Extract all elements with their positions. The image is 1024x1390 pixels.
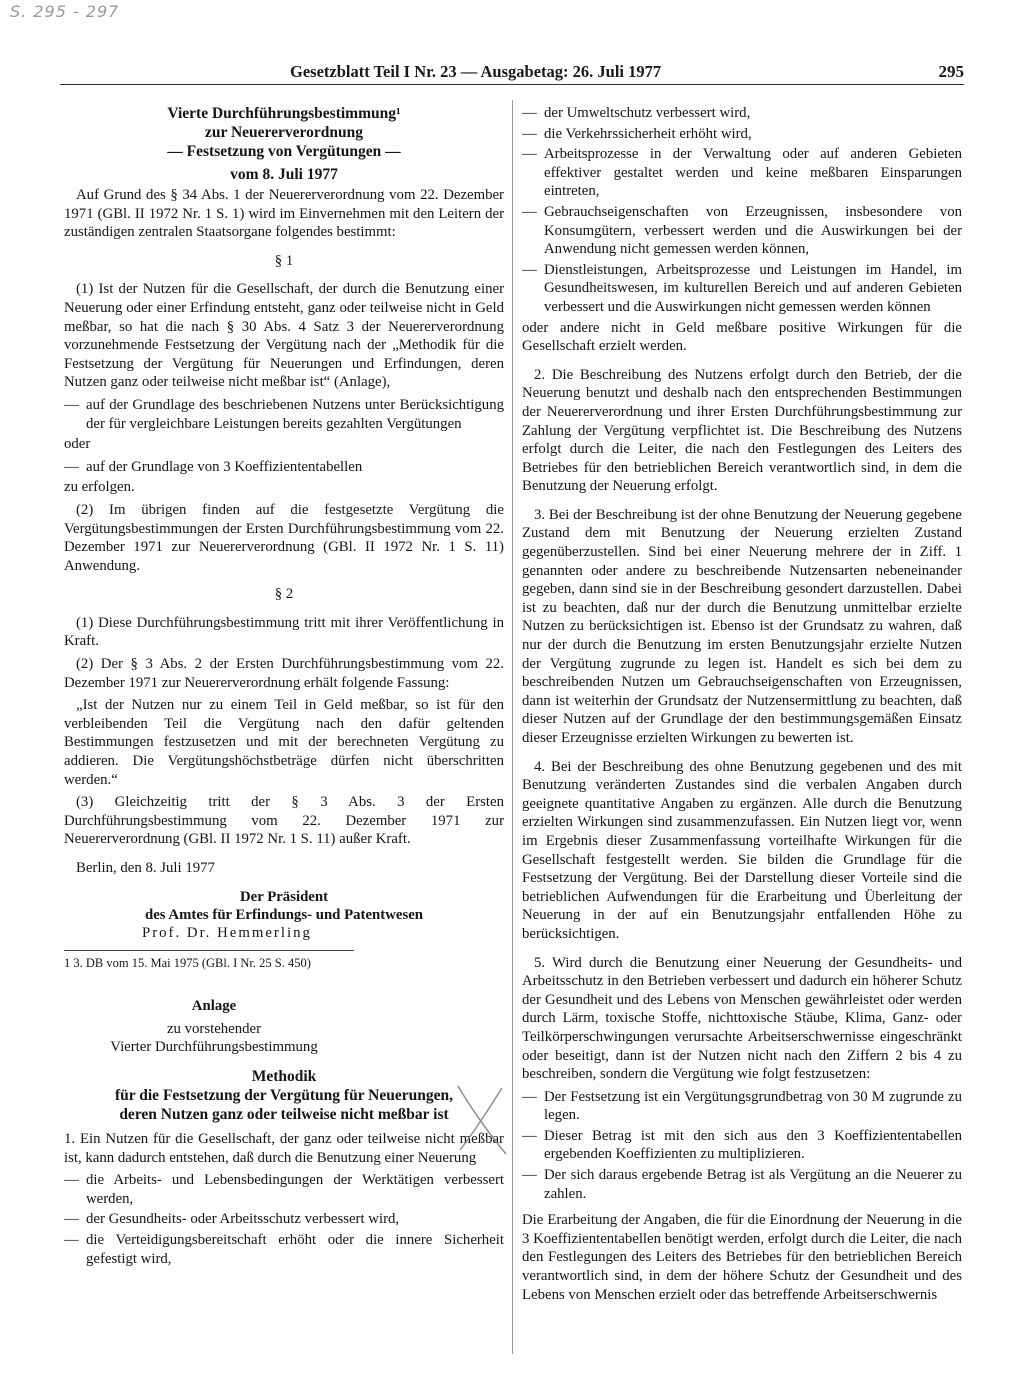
dash-item (522, 145, 962, 201)
section-1-para-2: (2) Im übrigen finden auf die festgesetzte Vergütung die Vergütungsbestimmungen der Ersten Durchführungsbestimmung vom 22. Dezember 1971 zur Neuererverordnung (GBl. II 1972 Nr. 1 S. 11) Anwendung. (64, 501, 504, 574)
footnote-rule (64, 950, 354, 951)
dash-text: die Verkehrssicherheit erhöht wird, (544, 125, 752, 142)
dash-text: der Umweltschutz verbessert wird, (544, 105, 751, 121)
anlage-heading: Anlage (191, 998, 237, 1015)
section-2-quote: „Ist der Nutzen nur zu einem Teil in Geld meßbar, so ist für den verbleibenden Teil die Vergütung nach den dafür geltenden Bestimmungen festzusetzen und mit der berechneten Vergütung zu addieren. Die Vergütungshöchstbeträge dürfen nicht überschritten werden.“ (64, 697, 504, 788)
dash-item (522, 261, 962, 317)
header-title: Gesetzblatt Teil I Nr. 23 — Ausgabetag: 26. Juli 1977 (290, 62, 662, 81)
dash-item (522, 1166, 962, 1203)
dash-text: der Gesundheits- oder Arbeitsschutz verbessert wird, (86, 1211, 400, 1228)
signer-name: Prof. Dr. Hemmerling (142, 924, 312, 941)
dash-marker: — (522, 146, 537, 163)
dash-marker: — (64, 1231, 79, 1248)
column-divider (512, 100, 513, 1354)
right-column (522, 104, 962, 1308)
dash-text: auf der Grundlage des beschriebenen Nutzens unter Berücksichtigung der für vergleichbare Leistungen bereits gezahlten Vergütungen (86, 396, 504, 432)
item-2: 2. Die Beschreibung des Nutzens erfolgt durch den Betrieb, der die Neuerung benutzt und deshalb nach den entsprechenden Bestimmungen der Neuererverordnung und ihrer Ersten Durchführungsbestimmung zur Zahlung der Vergütung verpflichtet ist. Die Beschreibung des Nutzens erfolgt durch die Leiter, die nach den Festlegungen des Leiters des Betriebes für den betrieblichen Bereich verantwortlich sind, in dem die Benutzung der Neuerung erfolgt. (522, 366, 962, 495)
dash-item (64, 458, 504, 477)
dash-marker: — (522, 203, 537, 220)
pencil-annotation: S. 295 - 297 (10, 2, 120, 21)
dash-item (522, 125, 962, 144)
dash-marker: — (522, 125, 537, 142)
dash-marker: — (522, 1167, 537, 1184)
dash-item (522, 1127, 962, 1164)
item-5: 5. Wird durch die Benutzung einer Neuerung der Gesundheits- und Arbeitsschutz in den Betrieben verbessert und dadurch ein höherer Schutz der Gesundheit und des Lebens von Menschen gewährleistet oder werden durch Lärm, toxische Stoffe, nichttoxische Stäube, Klima, Ganz- oder Teilkörperschwingungen verursachte Arbeitserschwernisse eingeschränkt oder beseitigt, dann ist der Nutzen nicht nach den Ziffern 2 bis 4 zu beschreiben, sondern die Vergütung wie folgt festzusetzen: (522, 954, 962, 1083)
doc-title-line-2: zur Neuererverordnung (205, 124, 363, 141)
methodik-title-1: Methodik (251, 1067, 317, 1085)
section-1-heading: § 1 (274, 252, 294, 269)
section-1-closing: zu erfolgen. (64, 479, 135, 496)
after-dashes: oder andere nicht in Geld meßbare positive Wirkungen für die Gesellschaft erzielt werden. (522, 319, 962, 355)
methodik-title-2: für die Festsetzung der Vergütung für Neuerungen, (115, 1086, 453, 1104)
dash-item (64, 1171, 504, 1208)
item-4: 4. Bei der Beschreibung des ohne Benutzung gegebenen und des mit Benutzung veränderten Zustandes sind die verbalen Angaben durch geeignete quantitative Angaben zu ergänzen. Alle durch die Benutzung erzielten Wirkungen sind zusammenzufassen. Ein Nutzen liegt vor, wenn im Ergebnis dieser Zusammenfassung vorteilhafte Wirkungen für die Gesellschaft festgestellt werden. Sie bilden die Grundlage für die Festsetzung der Vergütung. Bei der Darstellung dieser Vorteile sind die betrieblichen Aufwendungen für die Erarbeitung und Überleitung der Neuerung in der auf ein Benutzungsjahr entfallenden Höhe zu berücksichtigen. (522, 758, 962, 942)
dash-marker: — (522, 1088, 537, 1105)
header-rule (60, 84, 964, 85)
section-2-para-1: (1) Diese Durchführungsbestimmung tritt mit ihrer Veröffentlichung in Kraft. (64, 614, 504, 650)
doc-title-line-3: — Festsetzung von Vergütungen — (167, 143, 401, 160)
dash-text: die Arbeits- und Lebensbedingungen der Werktätigen verbessert werden, (86, 1172, 504, 1207)
section-1-para-1: (1) Ist der Nutzen für die Gesellschaft, der durch die Benutzung einer Neuerung oder einer Erfindung entsteht, ganz oder teilweise nicht in Geld meßbar, so hat die nach § 30 Abs. 4 Satz 3 der Neuererverordnung vorzunehmende Festsetzung der Vergütung nach der „Methodik für die Festsetzung der Vergütung für Neuerungen und Erfindungen, deren Nutzen ganz oder teilweise nicht meßbar ist“ (Anlage), (64, 281, 504, 391)
page-header (290, 62, 964, 82)
dash-item (64, 1231, 504, 1268)
signer-title-2: des Amtes für Erfindungs- und Patentwesen (144, 906, 424, 923)
preamble: Auf Grund des § 34 Abs. 1 der Neuererverordnung vom 22. Dezember 1971 (GBl. II 1972 Nr. 1 S. 1) wird im Einvernehmen mit den Leitern der zuständigen zentralen Staatsorgane folgendes bestimmt: (64, 187, 504, 241)
footnote: 1 3. DB vom 15. Mai 1975 (GBl. I Nr. 25 S. 450) (64, 956, 311, 971)
item-3: 3. Bei der Beschreibung ist der ohne Benutzung der Neuerung gegebene Zustand dem mit Benutzung der Neuerung erzielten Zustand gegenüberzustellen. Sind bei einer Neuerung mehrere der in Ziff. 1 genannten oder andere zu beschreibende Nutzensarten nebeneinander gegeben, dann sind sie in der Beschreibung gesondert darzustellen. Dabei ist zu beachten, daß nur der durch die Benutzung unmittelbar erzielte Nutzen zu berücksichtigen ist. Ebenso ist der Grundsatz zu wahren, daß nur der durch die Benutzung im ersten Benutzungsjahr erzielte Nutzen der Vergütung zugrunde zu legen ist. Handelt es sich bei dem zu beschreibenden Nutzen um Gebrauchseigenschaften von Erzeugnissen, dann ist weiterhin der Grundsatz der Nutzensermittlung zu beachten, daß dieser Nutzen auf der Grundlage der den bestimmungsgemäßen Einsatz dieser Erzeugnisse erzielten Wirkungen zu bewerten ist. (522, 506, 962, 746)
dash-text: Dienstleistungen, Arbeitsprozesse und Leistungen im Handel, im Gesundheitswesen, im kulturellen Bereich und auf anderen Gebieten verbessert und die Auswirkungen nicht gemessen werden können (544, 261, 962, 315)
signer-title-1: Der Präsident (239, 888, 329, 905)
dash-text: die Verteidigungsbereitschaft erhöht oder die innere Sicherheit gefestigt wird, (86, 1231, 504, 1267)
dash-text: Dieser Betrag ist mit den sich aus den 3 Koeffiziententabellen ergebenden Koeffizienten zu multiplizieren. (544, 1127, 962, 1163)
page-number: 295 (938, 62, 964, 81)
dash-text: Der Festsetzung ist ein Vergütungsgrundbetrag von 30 M zugrunde zu legen. (544, 1088, 962, 1124)
section-2-para-3: (3) Gleichzeitig tritt der § 3 Abs. 3 der Ersten Durchführungsbestimmung vom 22. Dezember 1971 zur Neuererverordnung (GBl. II 1972 Nr. 1 S. 11) außer Kraft. (64, 794, 504, 848)
dash-marker: — (522, 261, 537, 278)
dash-marker: — (64, 1172, 79, 1189)
dash-marker: — (522, 105, 537, 121)
dash-text: Gebrauchseigenschaften von Erzeugnissen, insbesondere von Konsumgütern, verbessert werden und die Auswirkungen bei der Anwendung nicht gemessen werden können, (544, 203, 962, 258)
left-column (64, 104, 504, 1270)
dash-item (522, 1088, 962, 1125)
dash-item (522, 203, 962, 259)
item-1: 1. Ein Nutzen für die Gesellschaft, der ganz oder teilweise nicht meßbar ist, kann dadurch entstehen, daß durch die Benutzung einer Neuerung (64, 1130, 504, 1166)
dash-text: Arbeitsprozesse in der Verwaltung oder auf anderen Gebieten effektiver gestaltet werden und keine meßbaren Einsparungen eintreten, (544, 146, 962, 200)
section-2-heading: § 2 (274, 586, 294, 603)
doc-title-date: vom 8. Juli 1977 (230, 166, 338, 183)
dash-item (522, 104, 962, 123)
dash-text: auf der Grundlage von 3 Koeffiziententabellen (86, 458, 363, 475)
dash-marker: — (64, 1211, 79, 1228)
pencil-cross-mark (452, 1080, 512, 1160)
dash-marker: — (64, 396, 79, 413)
place-date: Berlin, den 8. Juli 1977 (76, 860, 215, 876)
methodik-title-3: deren Nutzen ganz oder teilweise nicht meßbar ist (119, 1105, 449, 1123)
dash-marker: — (64, 458, 79, 475)
closing-paragraph: Die Erarbeitung der Angaben, die für die Einordnung der Neuerung in die 3 Koeffiziententabellen benötigt werden, erfolgt durch die Leiter, die nach den Festlegungen des Leiters des Betriebes für den betrieblichen Bereich verantwortlich sind, in dem der höhere Schutz der Gesundheit und des Lebens von Menschen erzielt oder das betreffende Arbeitserschwernis (522, 1212, 962, 1303)
section-2-para-2: (2) Der § 3 Abs. 2 der Ersten Durchführungsbestimmung vom 22. Dezember 1971 zur Neuererverordnung erhält folgende Fassung: (64, 656, 504, 691)
doc-title-line-1: Vierte Durchführungsbestimmung¹ (167, 105, 401, 122)
conjunction-oder: oder (64, 436, 91, 453)
dash-item (64, 1210, 504, 1229)
dash-marker: — (522, 1127, 537, 1144)
dash-text: Der sich daraus ergebende Betrag ist als Vergütung an die Neuerer zu zahlen. (544, 1167, 962, 1202)
dash-item (64, 396, 504, 433)
anlage-sub-2: Vierter Durchführungsbestimmung (110, 1039, 318, 1056)
anlage-sub-1: zu vorstehender (166, 1020, 262, 1037)
